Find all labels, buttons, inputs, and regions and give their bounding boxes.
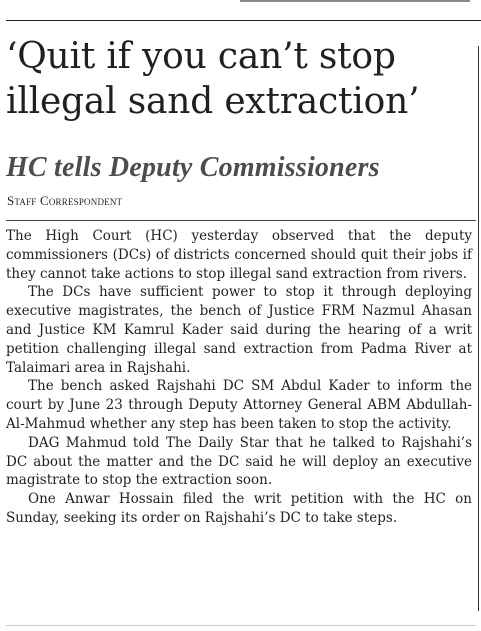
article-body xyxy=(6,227,472,528)
top-divider xyxy=(6,20,481,21)
top-edge-mark xyxy=(240,0,470,2)
paragraph: The bench asked Rajshahi DC SM Abdul Kader to inform the court by June 23 through Deputy Attorney General ABM Abdullah-Al-Mahmud whether any step has been taken to stop the activity. xyxy=(6,378,472,432)
byline: Staff Correspondent xyxy=(7,193,123,208)
paragraph: The DCs have sufficient power to stop it through deploying executive magistrates, the bench of Justice FRM Nazmul Ahasan and Justice KM Kamrul Kader said during the hearing of a writ petition challenging illegal sand extraction from Padma River at Talaimari area in Rajshahi. xyxy=(6,284,472,376)
subheadline: HC tells Deputy Commissioners xyxy=(6,152,380,183)
bottom-edge-mark xyxy=(6,625,476,626)
column-right-rule xyxy=(478,46,479,611)
byline-divider xyxy=(6,220,476,221)
paragraph: One Anwar Hossain filed the writ petition with the HC on Sunday, seeking its order on Rajshahi’s DC to take steps. xyxy=(6,491,472,526)
paragraph: DAG Mahmud told The Daily Star that he talked to Rajshahi’s DC about the matter and the DC said he will deploy an executive magistrate to stop the extraction soon. xyxy=(6,434,472,489)
paragraph: The High Court (HC) yesterday observed that the deputy commissioners (DCs) of districts concerned should quit their jobs if they cannot take actions to stop illegal sand extraction from rivers. xyxy=(6,228,472,282)
headline: ‘Quit if you can’t stop illegal sand extraction’ xyxy=(6,36,420,122)
